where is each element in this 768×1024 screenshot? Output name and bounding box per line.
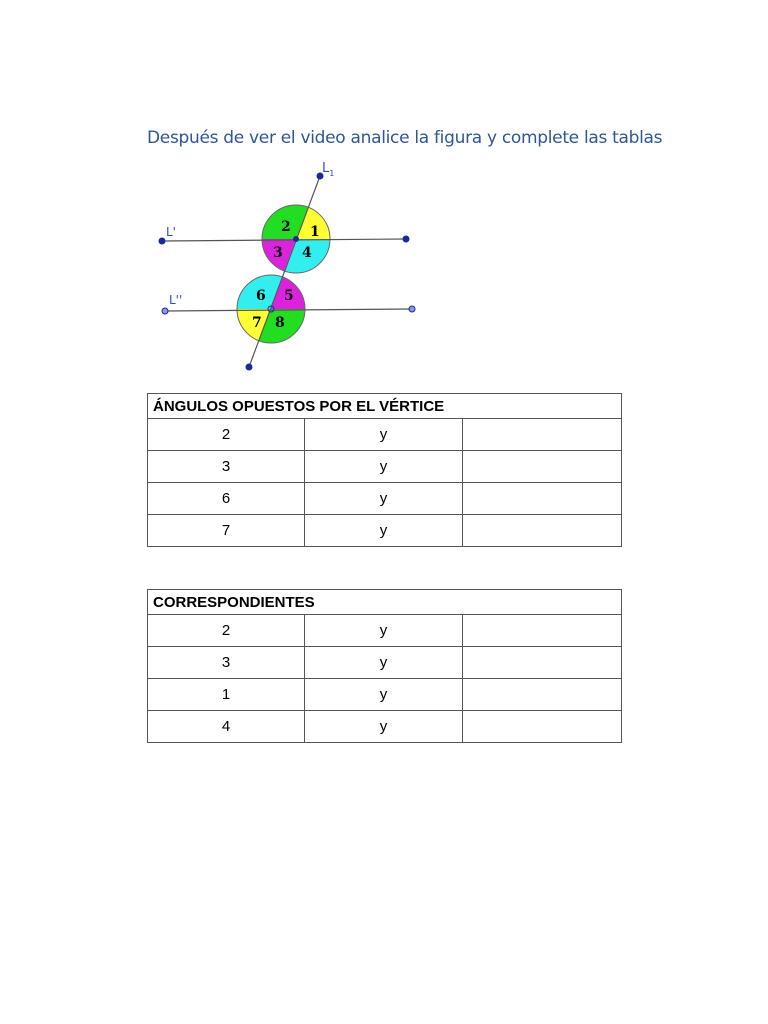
table-row [148,615,622,647]
table-header: ÁNGULOS OPUESTOS POR EL VÉRTICE [148,394,622,419]
answer-cell[interactable] [463,515,622,547]
label-transversal: $L_1$ [322,161,335,178]
point-l-prime-right [403,236,410,243]
corresponding-angles-table [147,589,622,743]
point-l-prime-left [159,238,166,245]
connector-cell: y [305,711,463,743]
angle-label-4: 4 [302,245,312,261]
connector-cell: y [305,419,463,451]
point-l-double-prime-left [162,308,168,314]
angle-cell: 1 [148,679,305,711]
table-header: CORRESPONDIENTES [148,590,622,615]
answer-cell[interactable] [463,451,622,483]
angle-cell: 2 [148,615,305,647]
angle-cell: 3 [148,647,305,679]
connector-cell: y [305,615,463,647]
parallel-lines-figure [150,160,430,380]
answer-cell[interactable] [463,483,622,515]
connector-cell: y [305,515,463,547]
answer-cell[interactable] [463,419,622,451]
angle-label-6: 6 [256,288,266,304]
table-row [148,451,622,483]
connector-cell: y [305,483,463,515]
answer-cell[interactable] [463,647,622,679]
answer-cell[interactable] [463,679,622,711]
connector-cell: y [305,647,463,679]
figure-svg [150,160,430,375]
table-row [148,419,622,451]
angle-cell: 7 [148,515,305,547]
angle-cell: 3 [148,451,305,483]
table-row [148,679,622,711]
angle-cell: 2 [148,419,305,451]
intersection-upper [293,236,299,242]
angle-label-3: 3 [273,245,283,261]
answer-cell[interactable] [463,711,622,743]
angle-cell: 6 [148,483,305,515]
angle-label-5: 5 [284,288,294,304]
opposite-angles-table [147,393,622,547]
angle-label-1: 1 [310,224,320,240]
page-title: Después de ver el video analice la figura y complete las tablas [147,128,663,148]
table-row [148,647,622,679]
label-line-top: L' [166,225,176,239]
table-row [148,711,622,743]
angle-label-8: 8 [275,315,285,331]
connector-cell: y [305,679,463,711]
angle-label-2: 2 [281,219,291,235]
angle-label-7: 7 [252,315,262,331]
answer-cell[interactable] [463,615,622,647]
point-l-double-prime-right [409,306,415,312]
table-row [148,515,622,547]
table-row [148,483,622,515]
connector-cell: y [305,451,463,483]
label-line-bottom: L'' [169,293,183,307]
angle-cell: 4 [148,711,305,743]
point-transversal-bottom [246,364,253,371]
